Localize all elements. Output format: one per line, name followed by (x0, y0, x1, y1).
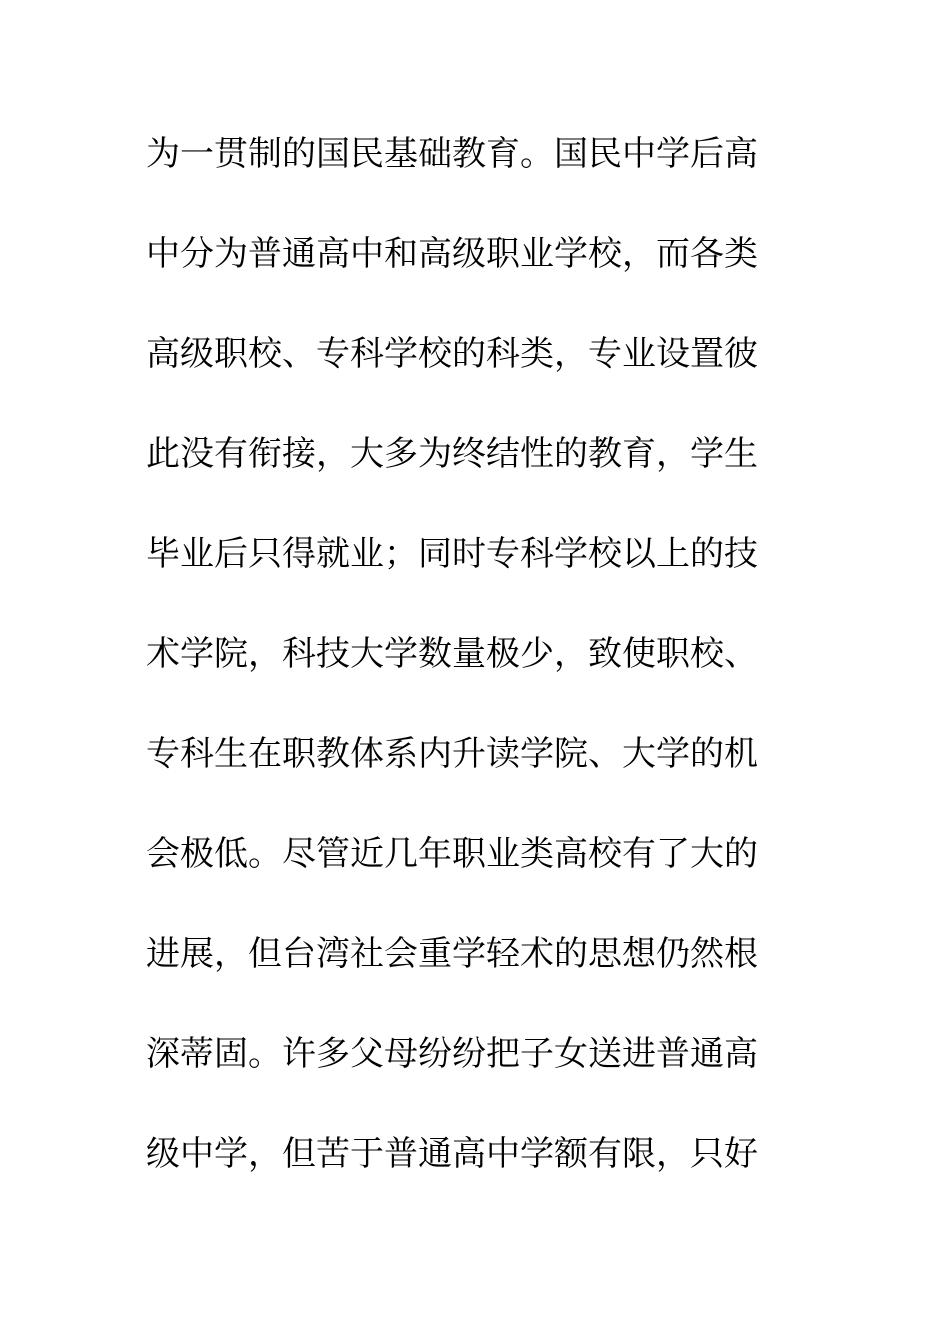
text-line: 会极低。尽管近几年职业类高校有了大的 (146, 834, 758, 874)
text-line: 高级职校、专科学校的科类，专业设置彼 (146, 334, 758, 374)
text-line: 毕业后只得就业；同时专科学校以上的技 (146, 534, 758, 574)
text-line: 级中学，但苦于普通高中学额有限，只好 (146, 1134, 758, 1174)
text-line: 进展，但台湾社会重学轻术的思想仍然根 (146, 934, 758, 974)
text-line: 此没有衔接，大多为终结性的教育，学生 (146, 434, 758, 474)
text-line: 深蒂固。许多父母纷纷把子女送进普通高 (146, 1034, 758, 1074)
text-line: 术学院，科技大学数量极少，致使职校、 (146, 634, 758, 674)
text-line: 中分为普通高中和高级职业学校，而各类 (146, 234, 758, 274)
text-line: 专科生在职教体系内升读学院、大学的机 (146, 734, 758, 774)
body-text (146, 126, 786, 1226)
text-line: 为一贯制的国民基础教育。国民中学后高 (146, 134, 758, 174)
